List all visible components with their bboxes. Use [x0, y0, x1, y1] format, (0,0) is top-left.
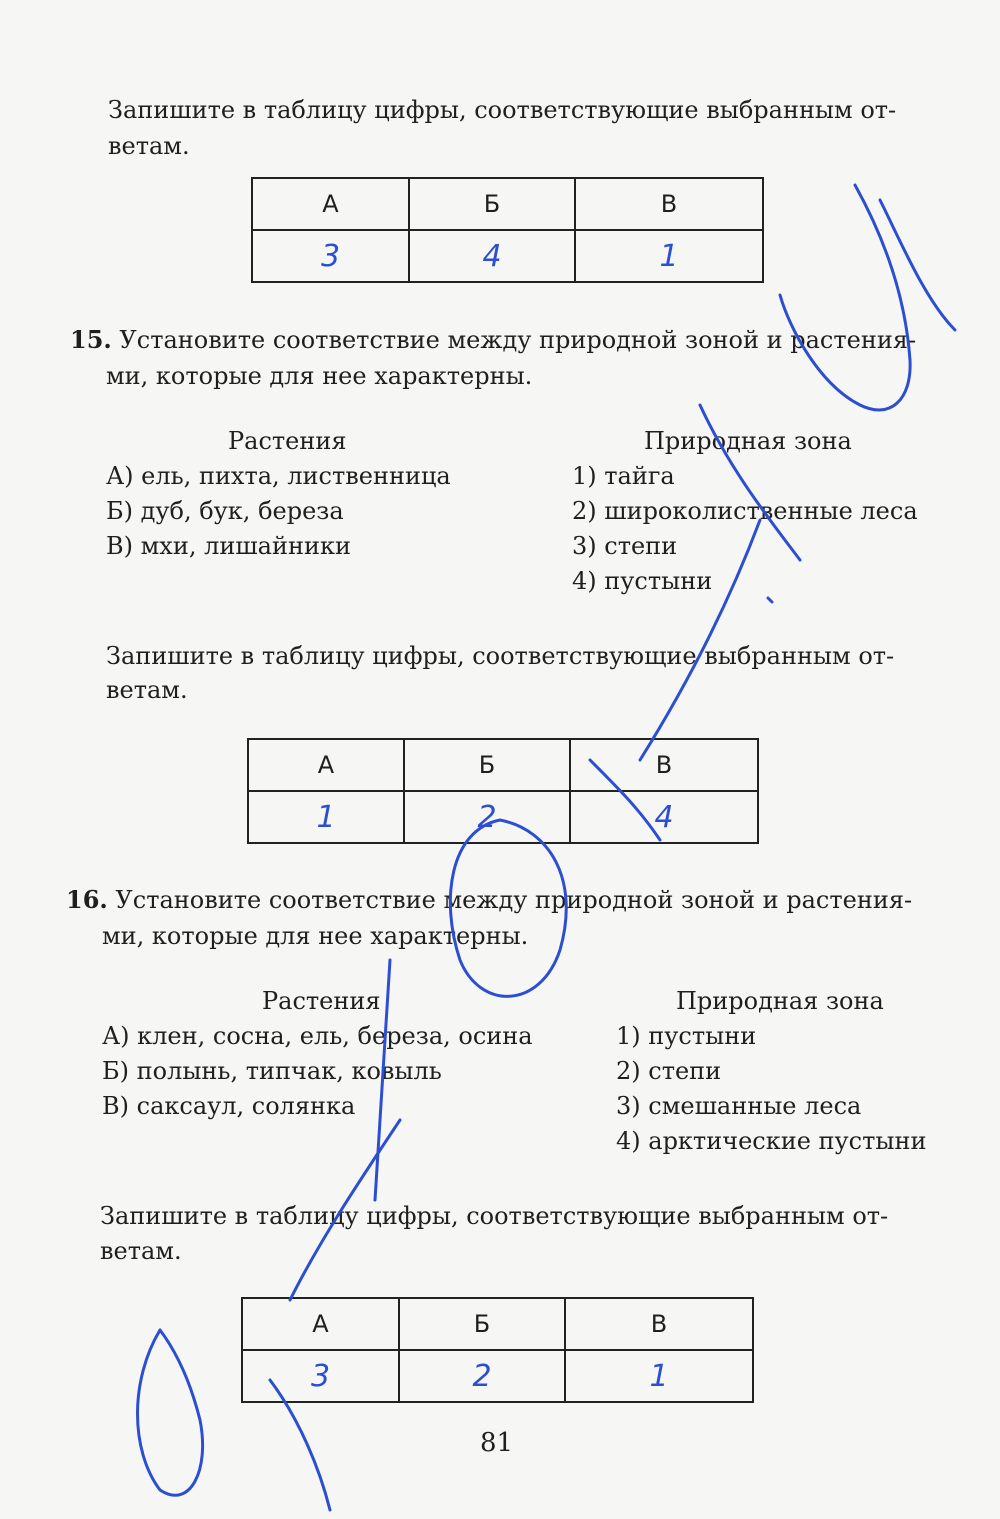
task16-question-text: Установите соответствие между природной зоной и растения- [115, 886, 913, 914]
task15-question-line1 [70, 322, 916, 358]
task15-instruction-line1: Запишите в таблицу цифры, соответствующие выбранным от- [106, 642, 895, 670]
table-header-a: А [252, 178, 409, 230]
scribble-bottom-loop [138, 1330, 203, 1495]
task15-left-header: Растения [228, 427, 347, 455]
task16-right-item-2: 2) степи [616, 1057, 722, 1085]
answer-cell-a[interactable]: 3 [242, 1350, 399, 1402]
table-header-v: В [575, 178, 763, 230]
task15-instruction-line2: ветам. [106, 676, 188, 704]
task15-right-item-1: 1) тайга [572, 462, 675, 490]
answer-cell-v[interactable]: 1 [565, 1350, 753, 1402]
task16-right-header: Природная зона [676, 987, 884, 1015]
task15-right-header: Природная зона [644, 427, 852, 455]
task15-left-item-b: Б) дуб, бук, береза [106, 497, 344, 525]
task16-instruction-line1: Запишите в таблицу цифры, соответствующие выбранным от- [100, 1202, 889, 1230]
answer-cell-a[interactable]: 3 [252, 230, 409, 282]
scribble-small-dot [768, 598, 772, 602]
scribble-top-right-stroke [880, 200, 955, 330]
task16-question-line1 [66, 882, 912, 918]
task16-right-item-1: 1) пустыни [616, 1022, 757, 1050]
task16-left-item-b: Б) полынь, типчак, ковыль [102, 1057, 442, 1085]
task16-right-item-4: 4) арктические пустыни [616, 1127, 927, 1155]
answer-cell-b[interactable]: 2 [399, 1350, 565, 1402]
task15-left-item-v: В) мхи, лишайники [106, 532, 351, 560]
answer-cell-a[interactable]: 1 [248, 791, 404, 843]
task16-number: 16. [66, 885, 108, 914]
task15-right-item-3: 3) степи [572, 532, 678, 560]
task16-instruction-line2: ветам. [100, 1237, 182, 1265]
task15-question-line2: ми, которые для нее характерны. [106, 362, 533, 390]
table-header-v: В [570, 739, 758, 791]
task16-answer-table [241, 1297, 754, 1403]
table-header-a: А [242, 1298, 399, 1350]
task16-left-item-v: В) саксаул, солянка [102, 1092, 356, 1120]
page-number: 81 [480, 1428, 514, 1458]
scribble-top-right-loop [780, 185, 910, 410]
task16-right-item-3: 3) смешанные леса [616, 1092, 862, 1120]
answer-cell-v[interactable]: 1 [575, 230, 763, 282]
task15-right-item-4: 4) пустыни [572, 567, 713, 595]
answer-cell-b[interactable]: 4 [409, 230, 575, 282]
answer-cell-b[interactable]: 2 [404, 791, 570, 843]
task15-number: 15. [70, 325, 112, 354]
task16-left-item-a: А) клен, сосна, ель, береза, осина [102, 1022, 533, 1050]
table-header-b: Б [409, 178, 575, 230]
answer-cell-v[interactable]: 4 [570, 791, 758, 843]
task14-instruction-line1: Запишите в таблицу цифры, соответствующие выбранным от- [108, 96, 897, 124]
task14-answer-table [251, 177, 764, 283]
task15-question-text: Установите соответствие между природной зоной и растения- [119, 326, 917, 354]
task16-left-header: Растения [262, 987, 381, 1015]
task14-instruction-line2: ветам. [108, 132, 190, 160]
task15-right-item-2: 2) широколиственные леса [572, 497, 918, 525]
table-header-b: Б [404, 739, 570, 791]
task15-left-item-a: А) ель, пихта, лиственница [106, 462, 451, 490]
table-header-v: В [565, 1298, 753, 1350]
task16-question-line2: ми, которые для нее характерны. [102, 922, 529, 950]
table-header-a: А [248, 739, 404, 791]
task15-answer-table [247, 738, 759, 844]
table-header-b: Б [399, 1298, 565, 1350]
